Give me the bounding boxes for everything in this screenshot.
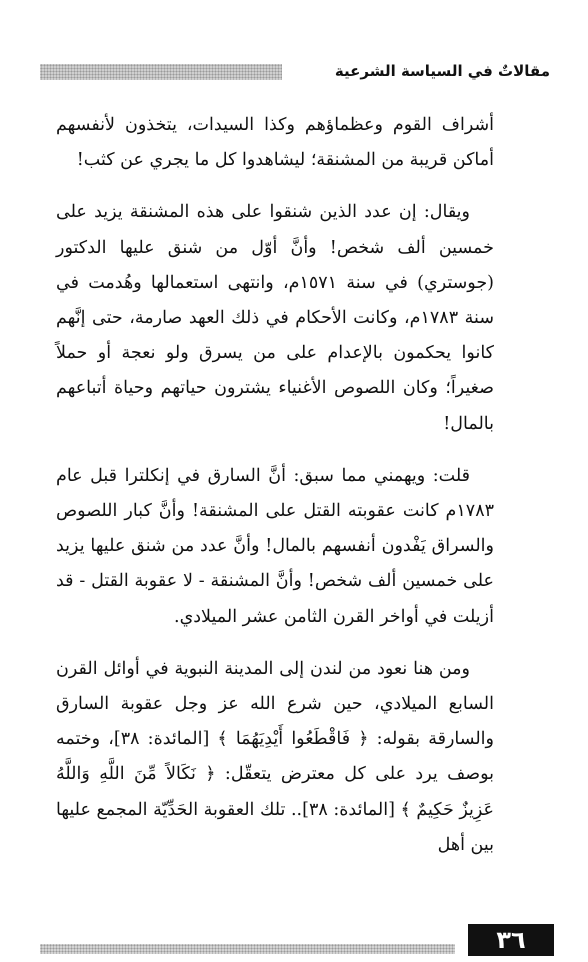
header-decorative-bar — [40, 64, 282, 80]
page-body — [56, 108, 494, 880]
running-header — [40, 58, 550, 84]
paragraph-3: قلت: ويهمني مما سبق: أنَّ السارق في إنكلترا قبل عام ١٧٨٣م كانت عقوبته القتل على المشنقة! وأنَّ كبار اللصوص والسراق يَفْدون أنفسهم بالمال! وأنَّ عدد من شنق عليها يزيد على خمسين ألف شخص! وأنَّ المشنقة - لا عقوبة القتل - قد أزيلت في أواخر القرن الثامن عشر الميلادي. — [56, 465, 494, 627]
paragraph-2: ويقال: إن عدد الذين شنقوا على هذه المشنقة يزيد على خمسين ألف شخص! وأنَّ أوّل من شنق عليها الدكتور (جوستري) في سنة ١٥٧١م، وانتهى استعمالها وهُدمت في سنة ١٧٨٣م، وكانت الأحكام في ذلك العهد صارمة، حتى إنَّهم كانوا يحكمون بالإعدام على من يسرق ولو نعجة أو حملاً صغيراً؛ وكان اللصوص الأغنياء يشترون حياتهم وحياة أتباعهم بالمال! — [56, 202, 494, 434]
paragraph-1: أشراف القوم وعظماؤهم وكذا السيدات، يتخذون لأنفسهم أماكن قريبة من المشنقة؛ ليشاهدوا كل ما يجري عن كثب! — [56, 115, 494, 171]
footer-decorative-bar — [40, 944, 455, 954]
page-number: ٣٦ — [468, 924, 554, 956]
book-title: مقالاتٌ في السياسة الشرعية — [334, 62, 550, 80]
paragraph-4: ومن هنا نعود من لندن إلى المدينة النبوية في أوائل القرن السابع الميلادي، حين شرع الله عز وجل عقوبة السارق والسارقة بقوله: ﴿ فَاقْطَعُوا أَيْدِيَهُمَا ﴾ [المائدة: ٣٨]، وختمه بوصف يرد على كل معترض يتعقّل: ﴿ نَكَالاً مِّنَ اللَّهِ وَاللَّهُ عَزِيزٌ حَكِيمٌ ﴾ [المائدة: ٣٨].. تلك العقوبة الحَدِّيّة المجمع عليها بين أهل — [56, 658, 494, 855]
page-footer — [0, 916, 588, 962]
